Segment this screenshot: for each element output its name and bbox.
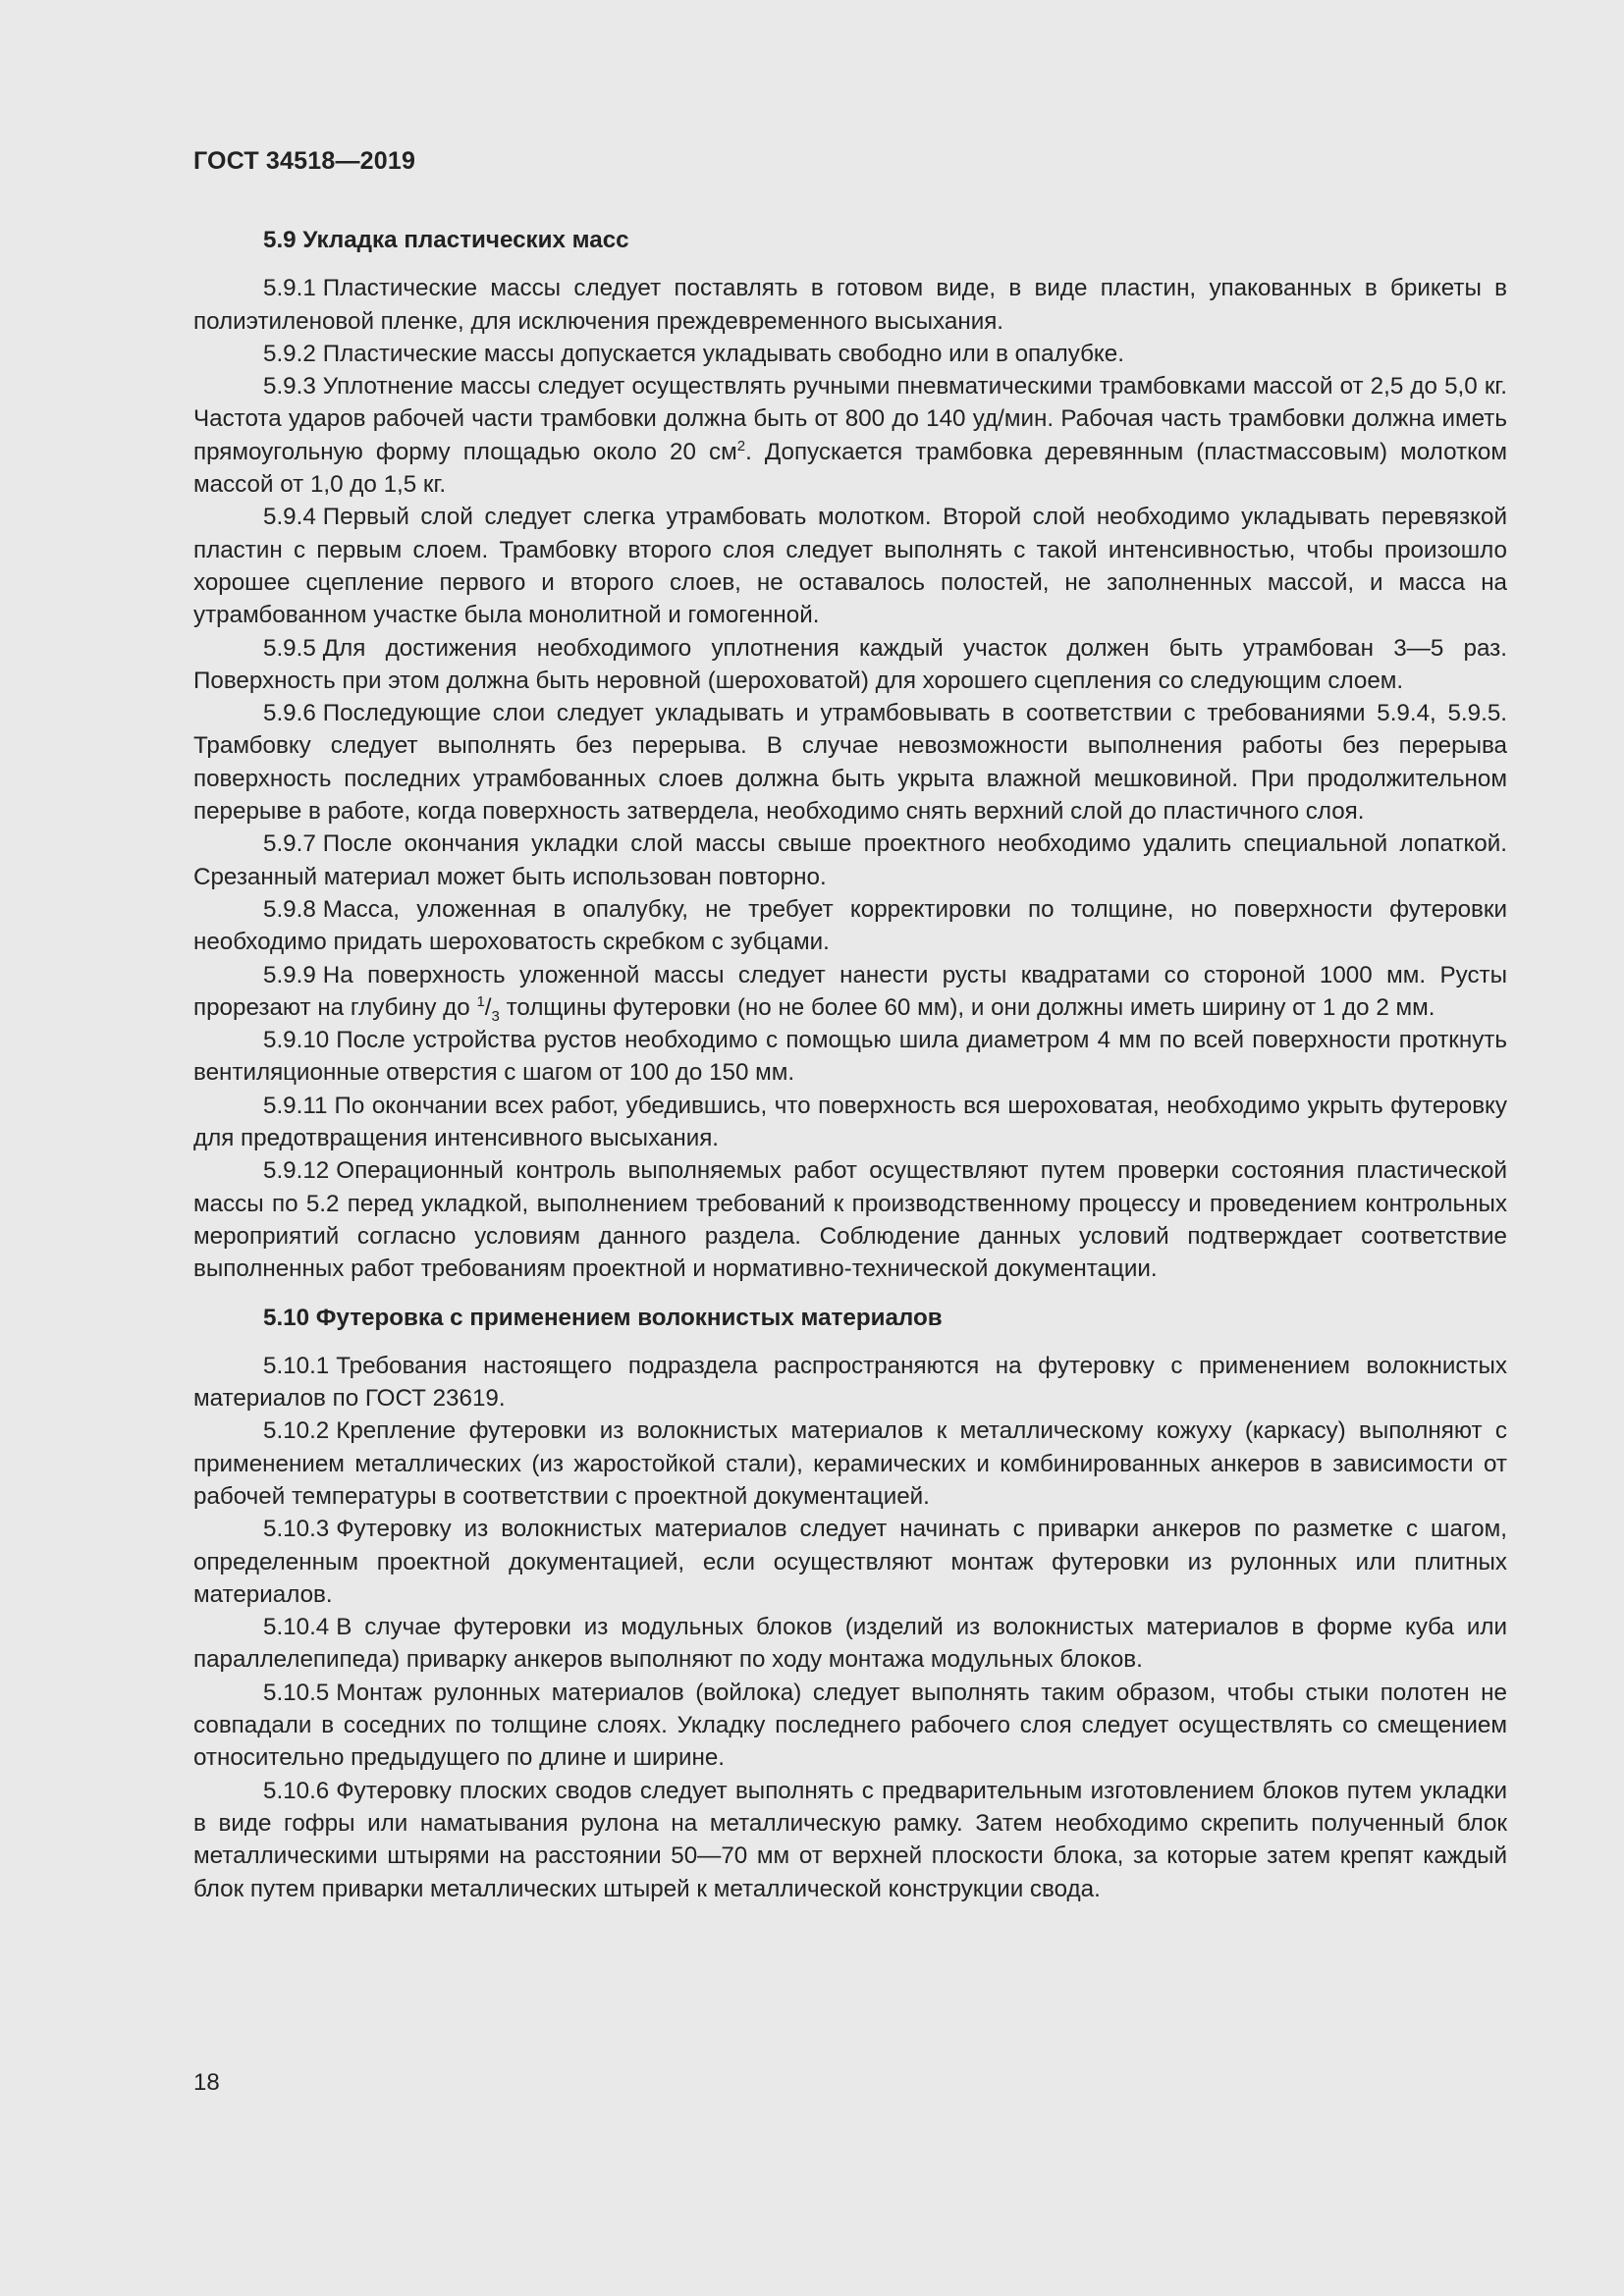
paragraph-5-9-1: [193, 272, 1507, 338]
paragraph-5-9-11: [193, 1090, 1507, 1155]
paragraph-5-9-10: [193, 1024, 1507, 1090]
paragraph-5-10-2: [193, 1415, 1507, 1513]
paragraph-5-10-6: [193, 1775, 1507, 1905]
paragraph-text: Масса, уложенная в опалубку, не требует корректировки по толщине, но поверхности футеровки необходимо придать шероховатость скребком с зубцами.: [193, 895, 1507, 956]
paragraph-5-9-6: [193, 697, 1507, 828]
paragraph-text: Требования настоящего подраздела распространяются на футеровку с применением волокнистых материалов по ГОСТ 23619.: [193, 1352, 1507, 1413]
paragraph-5-9-7: [193, 828, 1507, 893]
paragraph-5-9-8: [193, 893, 1507, 959]
paragraph-number: 5.9.7: [263, 830, 316, 858]
paragraph-5-10-1: [193, 1350, 1507, 1415]
paragraph-number: 5.9.6: [263, 700, 316, 727]
paragraph-number: 5.9.3: [263, 373, 316, 400]
section-heading-5-10: 5.10 Футеровка с применением волокнистых материалов: [263, 1304, 943, 1331]
paragraph-number: 5.9.1: [263, 275, 316, 302]
paragraph-5-9-3: [193, 370, 1507, 501]
superscript-exponent: 2: [736, 437, 746, 454]
paragraph-number: 5.9.2: [263, 340, 316, 367]
paragraph-number: 5.9.5: [263, 634, 316, 662]
page-number: 18: [193, 2069, 220, 2096]
paragraph-number: 5.10.3: [263, 1516, 330, 1543]
paragraph-number: 5.9.9: [263, 961, 316, 988]
paragraph-text: Футеровку плоских сводов следует выполнять с предварительным изготовлением блоков путем укладки в виде гофры или наматывания рулона на металлическую рамку. Затем необходимо скрепить полученный блок металлическими штырями на расстоянии 50—70 мм от верхней плоскости блока, за которые затем крепят каждый блок путем приварки металлических штырей к металлической конструкции свода.: [193, 1777, 1507, 1902]
paragraph-5-10-3: [193, 1513, 1507, 1611]
paragraph-number: 5.9.12: [263, 1157, 330, 1185]
paragraph-5-9-2: [193, 338, 1507, 370]
paragraph-number: 5.10.5: [263, 1679, 330, 1706]
paragraph-5-9-12: [193, 1154, 1507, 1285]
paragraph-text: В случае футеровки из модульных блоков (изделий из волокнистых материалов в форме куба или параллелепипеда) приварку анкеров выполняют по ходу монтажа модульных блоков.: [193, 1614, 1507, 1674]
paragraph-text: На поверхность уложенной массы следует нанести русты квадратами со стороной 1000 мм. Русты прорезают на глубину до: [193, 961, 1507, 1021]
paragraph-text: Крепление футеровки из волокнистых материалов к металлическому кожуху (каркасу) выполняют с применением металлических (из жаростойкой стали), керамических и комбинированных анкеров в зависимости от рабочей температуры в соответствии с проектной документацией.: [193, 1417, 1507, 1510]
paragraph-text: Первый слой следует слегка утрамбовать молотком. Второй слой необходимо укладывать перевязкой пластин с первым слоем. Трамбовку второго слоя следует выполнять с такой интенсивностью, чтобы произошло хорошее сцепление первого и второго слоев, не оставалось полостей, не заполненных массой, и масса на утрамбованном участке была монолитной и гомогенной.: [193, 504, 1507, 629]
paragraph-text-continued: . Допускается трамбовка деревянным (пластмассовым) молотком массой от 1,0 до 1,5 кг.: [193, 438, 1507, 499]
paragraph-text: Для достижения необходимого уплотнения каждый участок должен быть утрамбован 3—5 раз. Поверхность при этом должна быть неровной (шероховатой) для хорошего сцепления со следующим слоем.: [193, 634, 1507, 694]
fraction-denominator: 3: [491, 1007, 500, 1025]
paragraph-text: После окончания укладки слой массы свыше проектного необходимо удалить специальной лопаткой. Срезанный материал может быть использован повторно.: [193, 830, 1507, 890]
paragraph-text: После устройства рустов необходимо с помощью шила диаметром 4 мм по всей поверхности проткнуть вентиляционные отверстия с шагом от 100 до 150 мм.: [193, 1027, 1507, 1087]
paragraph-text: Футеровку из волокнистых материалов следует начинать с приварки анкеров по разметке с шагом, определенным проектной документацией, если осуществляют монтаж футеровки из рулонных или плитных материалов.: [193, 1516, 1507, 1608]
paragraph-text: Пластические массы допускается укладывать свободно или в опалубке.: [322, 340, 1124, 367]
paragraph-number: 5.9.11: [263, 1092, 328, 1119]
paragraph-text: Уплотнение массы следует осуществлять ручными пневматическими трамбовками массой от 2,5 до 5,0 кг. Частота ударов рабочей части трамбовки должна быть от 800 до 140 уд/мин. Рабочая часть трамбовки должна иметь прямоугольную форму площадью около 20 см: [193, 373, 1507, 465]
paragraph-text: Операционный контроль выполняемых работ осуществляют путем проверки состояния пластической массы по 5.2 перед укладкой, выполнением требований к производственному процессу и проведением контрольных мероприятий согласно условиям данного раздела. Соблюдение данных условий подтверждает соответствие выполненных работ требованиям проектной и нормативно-технической документации.: [193, 1157, 1507, 1283]
paragraph-5-9-9: 5.9.9 На поверхность уложенной массы следует нанести русты квадратами со стороной 1000 мм. Русты прорезают на глубину до $^1/_3$ толщины футеровки (но не более 60 мм), и они должны иметь ширину от 1 до 2 мм.: [193, 961, 1507, 1025]
paragraph-number: 5.10.2: [263, 1417, 330, 1445]
paragraph-5-10-4: [193, 1611, 1507, 1677]
fraction-numerator: 1: [476, 992, 485, 1010]
paragraph-text-continued: толщины футеровки (но не более 60 мм), и они должны иметь ширину от 1 до 2 мм.: [499, 993, 1435, 1021]
document-code-header: ГОСТ 34518—2019: [193, 147, 416, 175]
paragraph-number: 5.9.8: [263, 895, 316, 923]
paragraph-number: 5.9.4: [263, 504, 316, 531]
paragraph-5-10-5: [193, 1677, 1507, 1775]
paragraph-number: 5.10.6: [263, 1777, 330, 1804]
paragraph-text: Монтаж рулонных материалов (войлока) следует выполнять таким образом, чтобы стыки полотен не совпадали в соседних по толщине слоях. Укладку последнего рабочего слоя следует осуществлять со смещением относительно предыдущего по длине и ширине.: [193, 1679, 1507, 1772]
paragraph-5-9-5: [193, 632, 1507, 698]
paragraph-text: Пластические массы следует поставлять в готовом виде, в виде пластин, упакованных в брикеты в полиэтиленовой пленке, для исключения преждевременного высыхания.: [193, 275, 1507, 335]
paragraph-number: 5.9.10: [263, 1027, 330, 1054]
paragraph-text: По окончании всех работ, убедившись, что поверхность вся шероховатая, необходимо укрыть футеровку для предотвращения интенсивного высыхания.: [193, 1092, 1507, 1152]
paragraph-5-9-4: [193, 501, 1507, 631]
paragraph-text: Последующие слои следует укладывать и утрамбовывать в соответствии с требованиями 5.9.4, 5.9.5. Трамбовку следует выполнять без перерыва. В случае невозможности выполнения работы без перерыва поверхность последних утрамбованных слоев должна быть укрыта влажной мешковиной. При продолжительном перерыве в работе, когда поверхность затвердела, необходимо снять верхний слой до пластичного слоя.: [193, 700, 1507, 826]
paragraph-number: 5.10.1: [263, 1352, 330, 1379]
paragraph-number: 5.10.4: [263, 1614, 330, 1641]
document-body: [193, 224, 1507, 1905]
section-heading-5-9: 5.9 Укладка пластических масс: [263, 227, 629, 253]
